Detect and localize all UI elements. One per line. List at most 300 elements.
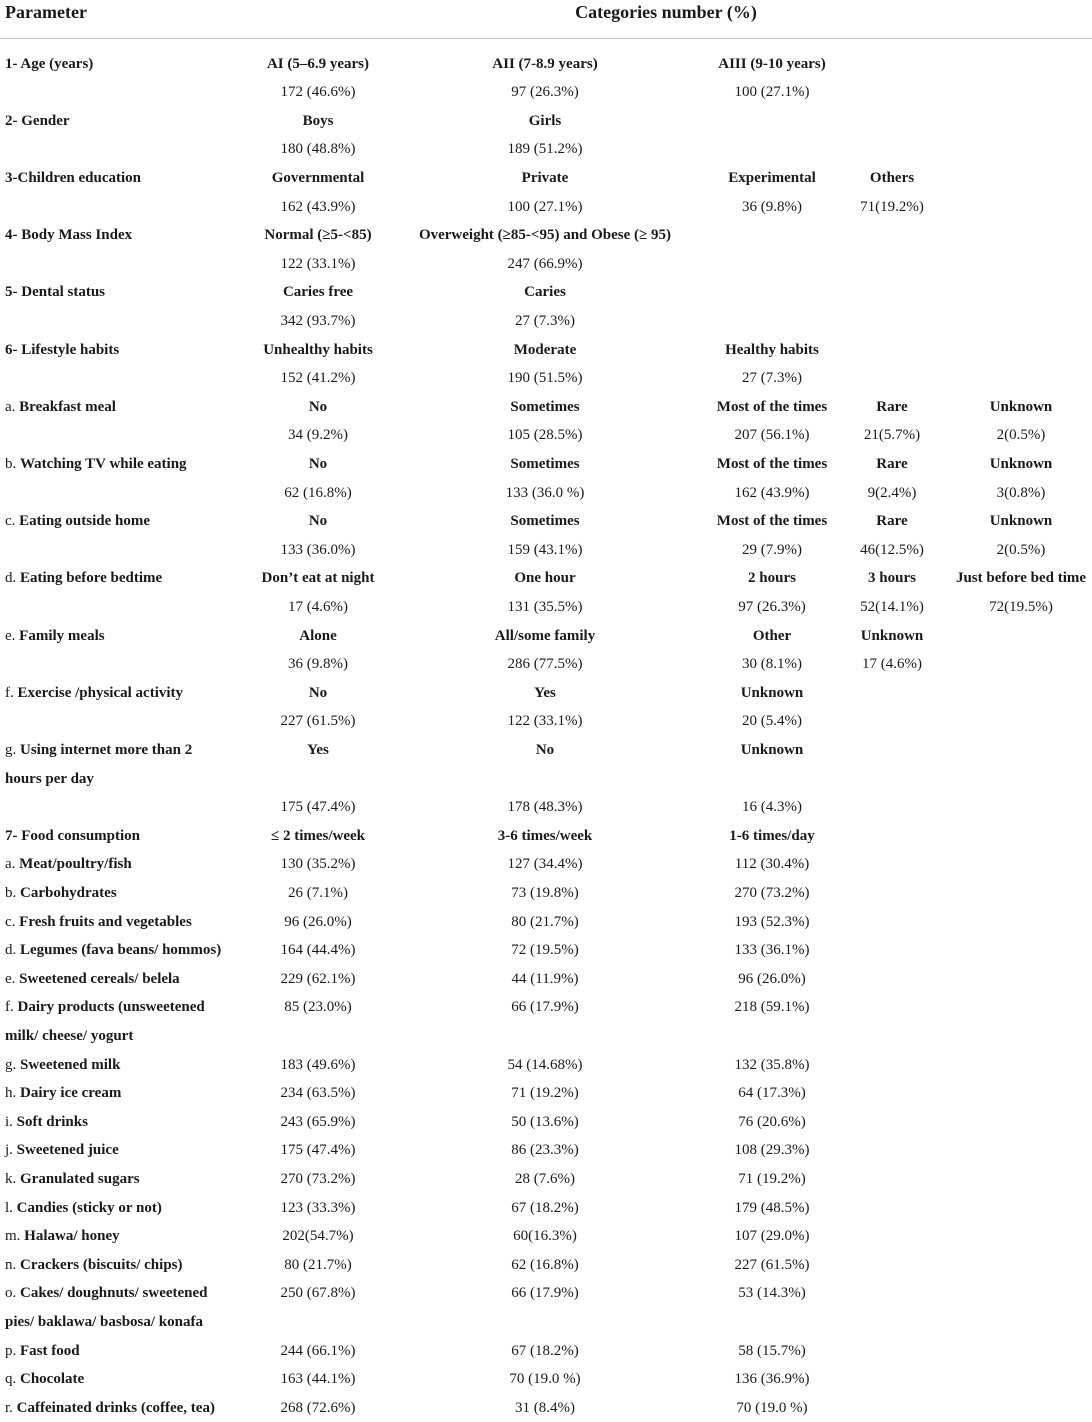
row-label-text: 4- Body Mass Index (5, 227, 133, 244)
table-cell: Sometimes (510, 455, 580, 472)
table-cell: 2 hours (748, 570, 796, 587)
table-cell: 133 (36.1%) (734, 942, 810, 959)
row-label-prefix: q. (5, 1371, 20, 1388)
table-cell: Boys (302, 112, 334, 129)
table-cell: 85 (23.0%) (284, 999, 352, 1016)
table-row (0, 936, 1092, 965)
row-label (5, 1108, 245, 1137)
table-cell: Healthy habits (725, 341, 819, 358)
row-label (5, 135, 245, 164)
table-cell: Overweight (≥85-<95) and Obese (≥ 95) (418, 227, 672, 244)
table-cell: 130 (35.2%) (280, 856, 356, 873)
row-label-prefix: p. (5, 1342, 20, 1359)
table-row (0, 879, 1092, 908)
row-label (5, 679, 245, 708)
row-label (5, 50, 245, 79)
table-cell: 52(14.1%) (860, 598, 924, 615)
table-cell: 100 (27.1%) (507, 198, 583, 215)
table-cell: Yes (534, 684, 556, 701)
row-label-prefix: r. (5, 1399, 17, 1416)
table-row (0, 450, 1092, 479)
table-row (0, 679, 1092, 708)
row-label-prefix: n. (5, 1256, 20, 1273)
row-label (5, 1165, 245, 1194)
table-cell: 86 (23.3%) (511, 1142, 579, 1159)
row-label-text: Eating before bedtime (20, 570, 163, 587)
row-label-prefix: f. (5, 684, 18, 701)
table-cell: 112 (30.4%) (734, 856, 810, 873)
row-label (5, 936, 245, 965)
table-row (0, 193, 1092, 222)
table-cell: Yes (307, 741, 329, 758)
row-label (5, 1308, 245, 1337)
table-row (0, 1108, 1092, 1137)
table-cell: 67 (18.2%) (511, 1199, 579, 1216)
table-cell: 67 (18.2%) (511, 1342, 579, 1359)
table-row (0, 593, 1092, 622)
row-label-text: Chocolate (20, 1371, 85, 1388)
row-label-text: Eating outside home (19, 513, 151, 530)
table-cell: 66 (17.9%) (511, 1285, 579, 1302)
row-label-text: Soft drinks (16, 1113, 88, 1130)
table-row (0, 965, 1092, 994)
table-cell: 234 (63.5%) (280, 1085, 356, 1102)
row-label (5, 850, 245, 879)
table-row (0, 1308, 1092, 1337)
table-row (0, 507, 1092, 536)
row-label (5, 822, 245, 851)
row-label (5, 393, 245, 422)
row-label-prefix: g. (5, 1056, 20, 1073)
table-cell: Unknown (989, 398, 1053, 415)
table-row (0, 78, 1092, 107)
row-label (5, 1222, 245, 1251)
table-cell: 66 (17.9%) (511, 999, 579, 1016)
table-cell: Alone (299, 627, 337, 644)
table-cell: Rare (876, 398, 908, 415)
row-label-text: Candies (sticky or not) (16, 1199, 162, 1216)
table-cell: 270 (73.2%) (280, 1170, 356, 1187)
row-label (5, 164, 245, 193)
table-cell: 1-6 times/day (729, 827, 815, 844)
table-row (0, 1136, 1092, 1165)
row-label-text: 1- Age (years) (5, 55, 94, 72)
categories-header: Categories number (%) (575, 2, 757, 22)
table-cell: Experimental (728, 169, 816, 186)
row-label (5, 1051, 245, 1080)
table-cell: Normal (≥5-<85) (264, 227, 372, 244)
table-cell: 243 (65.9%) (280, 1113, 356, 1130)
row-label (5, 221, 245, 250)
table-row (0, 1194, 1092, 1223)
row-label (5, 879, 245, 908)
table-cell: 58 (15.7%) (738, 1342, 806, 1359)
table-cell: ≤ 2 times/week (270, 827, 366, 844)
table-row (0, 250, 1092, 279)
table-cell: 3-6 times/week (497, 827, 593, 844)
table-cell: 44 (11.9%) (511, 970, 579, 987)
table-cell: 100 (27.1%) (734, 84, 810, 101)
table-cell: 20 (5.4%) (742, 713, 802, 730)
table-row (0, 993, 1092, 1022)
table-cell: 132 (35.8%) (734, 1056, 810, 1073)
row-label (5, 993, 245, 1022)
table-row (0, 707, 1092, 736)
header-rule (0, 38, 1092, 39)
table-cell: Girls (528, 112, 562, 129)
table-cell: 227 (61.5%) (734, 1256, 810, 1273)
table-row (0, 1365, 1092, 1394)
row-label-prefix: c. (5, 513, 20, 530)
table-cell: 17 (4.6%) (862, 656, 922, 673)
table-cell: 136 (36.9%) (734, 1371, 810, 1388)
table-row (0, 793, 1092, 822)
table-cell: Most of the times (716, 455, 828, 472)
table-row (0, 622, 1092, 651)
row-label-text: Breakfast meal (19, 398, 116, 415)
table-cell: Most of the times (716, 513, 828, 530)
table-row (0, 164, 1092, 193)
row-label-text: Cakes/ doughnuts/ sweetened (20, 1285, 208, 1302)
table-row (0, 336, 1092, 365)
table-row (0, 765, 1092, 794)
row-label (5, 1194, 245, 1223)
table-cell: Sometimes (510, 398, 580, 415)
row-label (5, 965, 245, 994)
row-label (5, 908, 245, 937)
row-label (5, 193, 245, 222)
table-cell: 62 (16.8%) (284, 484, 352, 501)
row-label (5, 1022, 245, 1051)
table-cell: 152 (41.2%) (280, 370, 356, 387)
table-cell: AIII (9-10 years) (718, 55, 826, 72)
table-cell: No (308, 455, 328, 472)
table-cell: Moderate (513, 341, 577, 358)
row-label (5, 1136, 245, 1165)
row-label-text: Legumes (fava beans/ hommos) (20, 942, 222, 959)
table-cell: 159 (43.1%) (507, 541, 583, 558)
table-cell: No (308, 398, 328, 415)
table-cell: 36 (9.8%) (742, 198, 802, 215)
table-cell: 207 (56.1%) (734, 427, 810, 444)
table-cell: 70 (19.0 %) (736, 1399, 808, 1416)
row-label (5, 421, 245, 450)
table-cell: 64 (17.3%) (738, 1085, 806, 1102)
table-cell: 2(0.5%) (996, 427, 1046, 444)
table-cell: 189 (51.2%) (507, 141, 583, 158)
row-label (5, 507, 245, 536)
table-row (0, 221, 1092, 250)
table-cell: Sometimes (510, 513, 580, 530)
table-cell: AII (7-8.9 years) (492, 55, 598, 72)
table-cell: All/some family (494, 627, 596, 644)
table-cell: Rare (876, 513, 908, 530)
row-label-text: Sweetened milk (20, 1056, 121, 1073)
table-cell: 80 (21.7%) (284, 1256, 352, 1273)
table-row (0, 1079, 1092, 1108)
table-cell: 34 (9.2%) (288, 427, 348, 444)
table-cell: 96 (26.0%) (738, 970, 806, 987)
row-label-prefix: h. (5, 1085, 20, 1102)
table-row (0, 1337, 1092, 1366)
table-cell: 107 (29.0%) (734, 1228, 810, 1245)
table-row (0, 822, 1092, 851)
row-label-prefix: l. (5, 1199, 17, 1216)
table-row (0, 393, 1092, 422)
table-cell: 36 (9.8%) (288, 656, 348, 673)
row-label-prefix: d. (5, 942, 20, 959)
table-cell: 72 (19.5%) (511, 942, 579, 959)
table-cell: 96 (26.0%) (284, 913, 352, 930)
table-cell: 133 (36.0%) (280, 541, 356, 558)
table-row (0, 1165, 1092, 1194)
row-label (5, 278, 245, 307)
table-cell: 123 (33.3%) (280, 1199, 356, 1216)
row-label (5, 307, 245, 336)
table-row (0, 364, 1092, 393)
row-label-text: Caffeinated drinks (coffee, tea) (16, 1399, 215, 1416)
table-cell: 175 (47.4%) (280, 1142, 356, 1159)
table-row (0, 736, 1092, 765)
table-cell: Just before bed time (955, 570, 1087, 587)
table-cell: 54 (14.68%) (507, 1056, 583, 1073)
row-label-prefix: k. (5, 1170, 20, 1187)
row-label (5, 1394, 245, 1422)
table-cell: 218 (59.1%) (734, 999, 810, 1016)
table-cell: 17 (4.6%) (288, 598, 348, 615)
table-row (0, 1251, 1092, 1280)
row-label-text: Using internet more than 2 (20, 741, 193, 758)
table-cell: 164 (44.4%) (280, 942, 356, 959)
row-label-text: Watching TV while eating (20, 455, 187, 472)
table-cell: 175 (47.4%) (280, 799, 356, 816)
table-cell: Others (869, 169, 915, 186)
table-cell: Governmental (271, 169, 365, 186)
row-label-prefix: m. (5, 1228, 25, 1245)
table-cell: 202(54.7%) (282, 1228, 354, 1245)
row-label-prefix: d. (5, 570, 20, 587)
row-label (5, 1079, 245, 1108)
table-cell: 21(5.7%) (863, 427, 921, 444)
table-cell: 227 (61.5%) (280, 713, 356, 730)
row-label (5, 536, 245, 565)
table-cell: 163 (44.1%) (280, 1371, 356, 1388)
table-cell: 50 (13.6%) (511, 1113, 579, 1130)
table-cell: 29 (7.9%) (742, 541, 802, 558)
table-row (0, 536, 1092, 565)
row-label-text: 3-Children education (5, 169, 141, 186)
row-label-text: 7- Food consumption (5, 827, 141, 844)
table-cell: 71 (19.2%) (738, 1170, 806, 1187)
row-label-text: Sweetened juice (16, 1142, 119, 1159)
row-label (5, 622, 245, 651)
table-cell: 73 (19.8%) (511, 884, 579, 901)
table-cell: 190 (51.5%) (507, 370, 583, 387)
table-cell: 122 (33.1%) (280, 255, 356, 272)
table-cell: 250 (67.8%) (280, 1285, 356, 1302)
table-cell: No (308, 684, 328, 701)
row-label (5, 479, 245, 508)
table-cell: Rare (876, 455, 908, 472)
table-row (0, 1222, 1092, 1251)
table-cell: 193 (52.3%) (734, 913, 810, 930)
row-label (5, 593, 245, 622)
row-label (5, 736, 245, 765)
table-cell: 53 (14.3%) (738, 1285, 806, 1302)
parameter-header: Parameter (5, 2, 87, 22)
table-cell: 76 (20.6%) (738, 1113, 806, 1130)
table-cell: No (535, 741, 555, 758)
table-row (0, 850, 1092, 879)
table-cell: Caries free (282, 284, 354, 301)
row-label-prefix: g. (5, 741, 20, 758)
table-cell: 244 (66.1%) (280, 1342, 356, 1359)
table-cell: Unknown (740, 684, 804, 701)
table-cell: 72(19.5%) (989, 598, 1053, 615)
table-cell: Private (521, 169, 569, 186)
row-label-text: 5- Dental status (5, 284, 105, 301)
table-cell: 172 (46.6%) (280, 84, 356, 101)
row-label-prefix: o. (5, 1285, 20, 1302)
table-cell: Unknown (989, 513, 1053, 530)
table-row (0, 135, 1092, 164)
table-cell: 26 (7.1%) (288, 884, 348, 901)
row-label-text: hours per day (5, 770, 94, 787)
table-header (0, 0, 1092, 27)
row-label-text: Meat/poultry/fish (19, 856, 132, 873)
table-cell: 30 (8.1%) (742, 656, 802, 673)
table-row (0, 307, 1092, 336)
table-cell: 180 (48.8%) (280, 141, 356, 158)
table-row (0, 278, 1092, 307)
table-row (0, 650, 1092, 679)
row-label-prefix: j. (5, 1142, 17, 1159)
row-label-prefix: b. (5, 884, 20, 901)
table-cell: Unknown (860, 627, 924, 644)
row-label-prefix: f. (5, 999, 18, 1016)
row-label-text: pies/ baklawa/ basbosa/ konafa (5, 1313, 203, 1330)
row-label (5, 107, 245, 136)
table-cell: 71 (19.2%) (511, 1085, 579, 1102)
table-cell: 71(19.2%) (860, 198, 924, 215)
table-cell: 270 (73.2%) (734, 884, 810, 901)
table-cell: 247 (66.9%) (507, 255, 583, 272)
table-cell: 62 (16.8%) (511, 1256, 579, 1273)
table-row (0, 421, 1092, 450)
table-row (0, 1394, 1092, 1422)
table-row (0, 479, 1092, 508)
row-label (5, 1279, 245, 1308)
table-row (0, 1279, 1092, 1308)
table-cell: 127 (34.4%) (507, 856, 583, 873)
table-cell: 3(0.8%) (996, 484, 1046, 501)
table-cell: AI (5–6.9 years) (266, 55, 370, 72)
table-cell: 179 (48.5%) (734, 1199, 810, 1216)
table-cell: 60(16.3%) (513, 1228, 577, 1245)
table-cell: 2(0.5%) (996, 541, 1046, 558)
row-label (5, 336, 245, 365)
row-label-text: Fast food (20, 1342, 80, 1359)
table-row (0, 1051, 1092, 1080)
table-cell: Most of the times (716, 398, 828, 415)
row-label (5, 450, 245, 479)
table-cell: 108 (29.3%) (734, 1142, 810, 1159)
table-cell: Other (752, 627, 792, 644)
table-row (0, 564, 1092, 593)
table-row (0, 50, 1092, 79)
table-cell: 122 (33.1%) (507, 713, 583, 730)
table-cell: 342 (93.7%) (280, 312, 356, 329)
row-label-prefix: b. (5, 455, 20, 472)
row-label-text: Family meals (19, 627, 105, 644)
row-label (5, 364, 245, 393)
table-cell: 268 (72.6%) (280, 1399, 356, 1416)
row-label (5, 564, 245, 593)
table-cell: 183 (49.6%) (280, 1056, 356, 1073)
row-label-text: Dairy ice cream (20, 1085, 122, 1102)
table-row (0, 908, 1092, 937)
table-cell: Caries (524, 284, 566, 301)
row-label-text: Sweetened cereals/ belela (19, 970, 180, 987)
table-cell: 16 (4.3%) (742, 799, 802, 816)
row-label-prefix: e. (5, 970, 20, 987)
row-label-text: Fresh fruits and vegetables (19, 913, 192, 930)
table-cell: 131 (35.5%) (507, 598, 583, 615)
row-label-text: Crackers (biscuits/ chips) (20, 1256, 183, 1273)
row-label-text: 2- Gender (5, 112, 70, 129)
row-label-text: milk/ cheese/ yogurt (5, 1027, 134, 1044)
row-label-prefix: c. (5, 913, 20, 930)
table-cell: 27 (7.3%) (742, 370, 802, 387)
row-label-prefix: i. (5, 1113, 17, 1130)
table-cell: 46(12.5%) (860, 541, 924, 558)
table-cell: Unknown (740, 741, 804, 758)
row-label (5, 1337, 245, 1366)
table-cell: 162 (43.9%) (280, 198, 356, 215)
table-cell: 229 (62.1%) (280, 970, 356, 987)
table-cell: Unknown (989, 455, 1053, 472)
table-cell: 178 (48.3%) (507, 799, 583, 816)
row-label-text: Dairy products (unsweetened (17, 999, 205, 1016)
row-label-prefix: a. (5, 856, 20, 873)
table-cell: 27 (7.3%) (515, 312, 575, 329)
row-label (5, 650, 245, 679)
table-cell: No (308, 513, 328, 530)
row-label (5, 1251, 245, 1280)
table-cell: 9(2.4%) (867, 484, 917, 501)
table-cell: 162 (43.9%) (734, 484, 810, 501)
row-label-text: Exercise /physical activity (17, 684, 184, 701)
row-label-prefix: a. (5, 398, 20, 415)
row-label-text: Granulated sugars (20, 1170, 140, 1187)
row-label (5, 1365, 245, 1394)
table-row (0, 107, 1092, 136)
row-label (5, 707, 245, 736)
table-cell: 70 (19.0 %) (509, 1371, 581, 1388)
table-cell: 97 (26.3%) (511, 84, 579, 101)
row-label-text: Halawa/ honey (24, 1228, 120, 1245)
table-row (0, 1022, 1092, 1051)
row-label-prefix: e. (5, 627, 20, 644)
table-cell: 133 (36.0 %) (505, 484, 585, 501)
row-label (5, 78, 245, 107)
table-cell: 3 hours (868, 570, 916, 587)
row-label (5, 793, 245, 822)
row-label-text: 6- Lifestyle habits (5, 341, 120, 358)
table-cell: 80 (21.7%) (511, 913, 579, 930)
table-cell: One hour (514, 570, 576, 587)
table-cell: 97 (26.3%) (738, 598, 806, 615)
